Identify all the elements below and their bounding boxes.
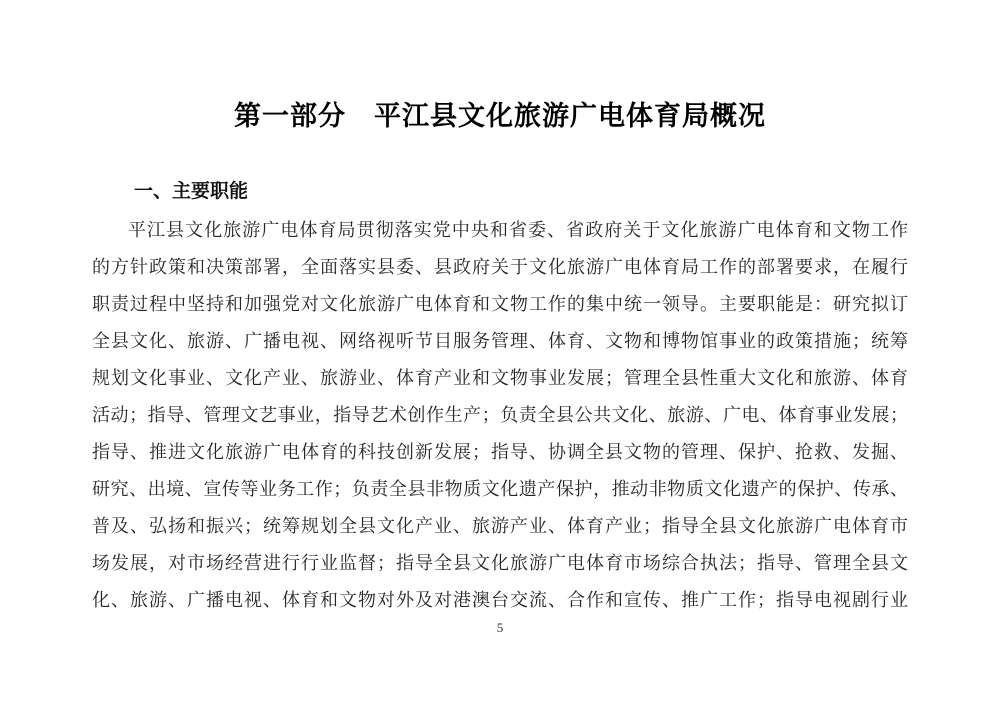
paragraph-line: 指导、推进文化旅游广电体育的科技创新发展；指导、协调全县文物的管理、保护、抢救、发掘、 <box>92 442 908 462</box>
paragraph-line: 规划文化事业、文化产业、旅游业、体育产业和文物事业发展；管理全县性重大文化和旅游、体育 <box>92 368 908 388</box>
paragraph-line: 研究、出境、宣传等业务工作；负责全县非物质文化遗产保护，推动非物质文化遗产的保护、传承、 <box>92 479 908 499</box>
body-paragraph <box>92 212 908 619</box>
paragraph-line: 平江县文化旅游广电体育局贯彻落实党中央和省委、省政府关于文化旅游广电体育和文物工作 <box>128 220 908 240</box>
paragraph-line: 职责过程中坚持和加强党对文化旅游广电体育和文物工作的集中统一领导。主要职能是：研究拟订 <box>92 294 908 314</box>
paragraph-line: 普及、弘扬和振兴；统筹规划全县文化产业、旅游产业、体育产业；指导全县文化旅游广电体育市 <box>92 516 908 536</box>
paragraph-line: 化、旅游、广播电视、体育和文物对外及对港澳台交流、合作和宣传、推广工作；指导电视剧行业 <box>92 590 908 610</box>
paragraph-line: 活动；指导、管理文艺事业，指导艺术创作生产；负责全县公共文化、旅游、广电、体育事业发展； <box>92 405 908 425</box>
page-number: 5 <box>496 620 504 635</box>
paragraph-line: 场发展，对市场经营进行行业监督；指导全县文化旅游广电体育市场综合执法；指导、管理全县文 <box>92 553 908 573</box>
paragraph-line: 全县文化、旅游、广播电视、网络视听节目服务管理、体育、文物和博物馆事业的政策措施；统筹 <box>92 331 908 351</box>
section-heading: 一、主要职能 <box>134 181 249 202</box>
paragraph-line: 的方针政策和决策部署，全面落实县委、县政府关于文化旅游广电体育局工作的部署要求，在履行 <box>92 257 908 277</box>
document-title: 第一部分 平江县文化旅游广电体育局概况 <box>234 101 766 131</box>
